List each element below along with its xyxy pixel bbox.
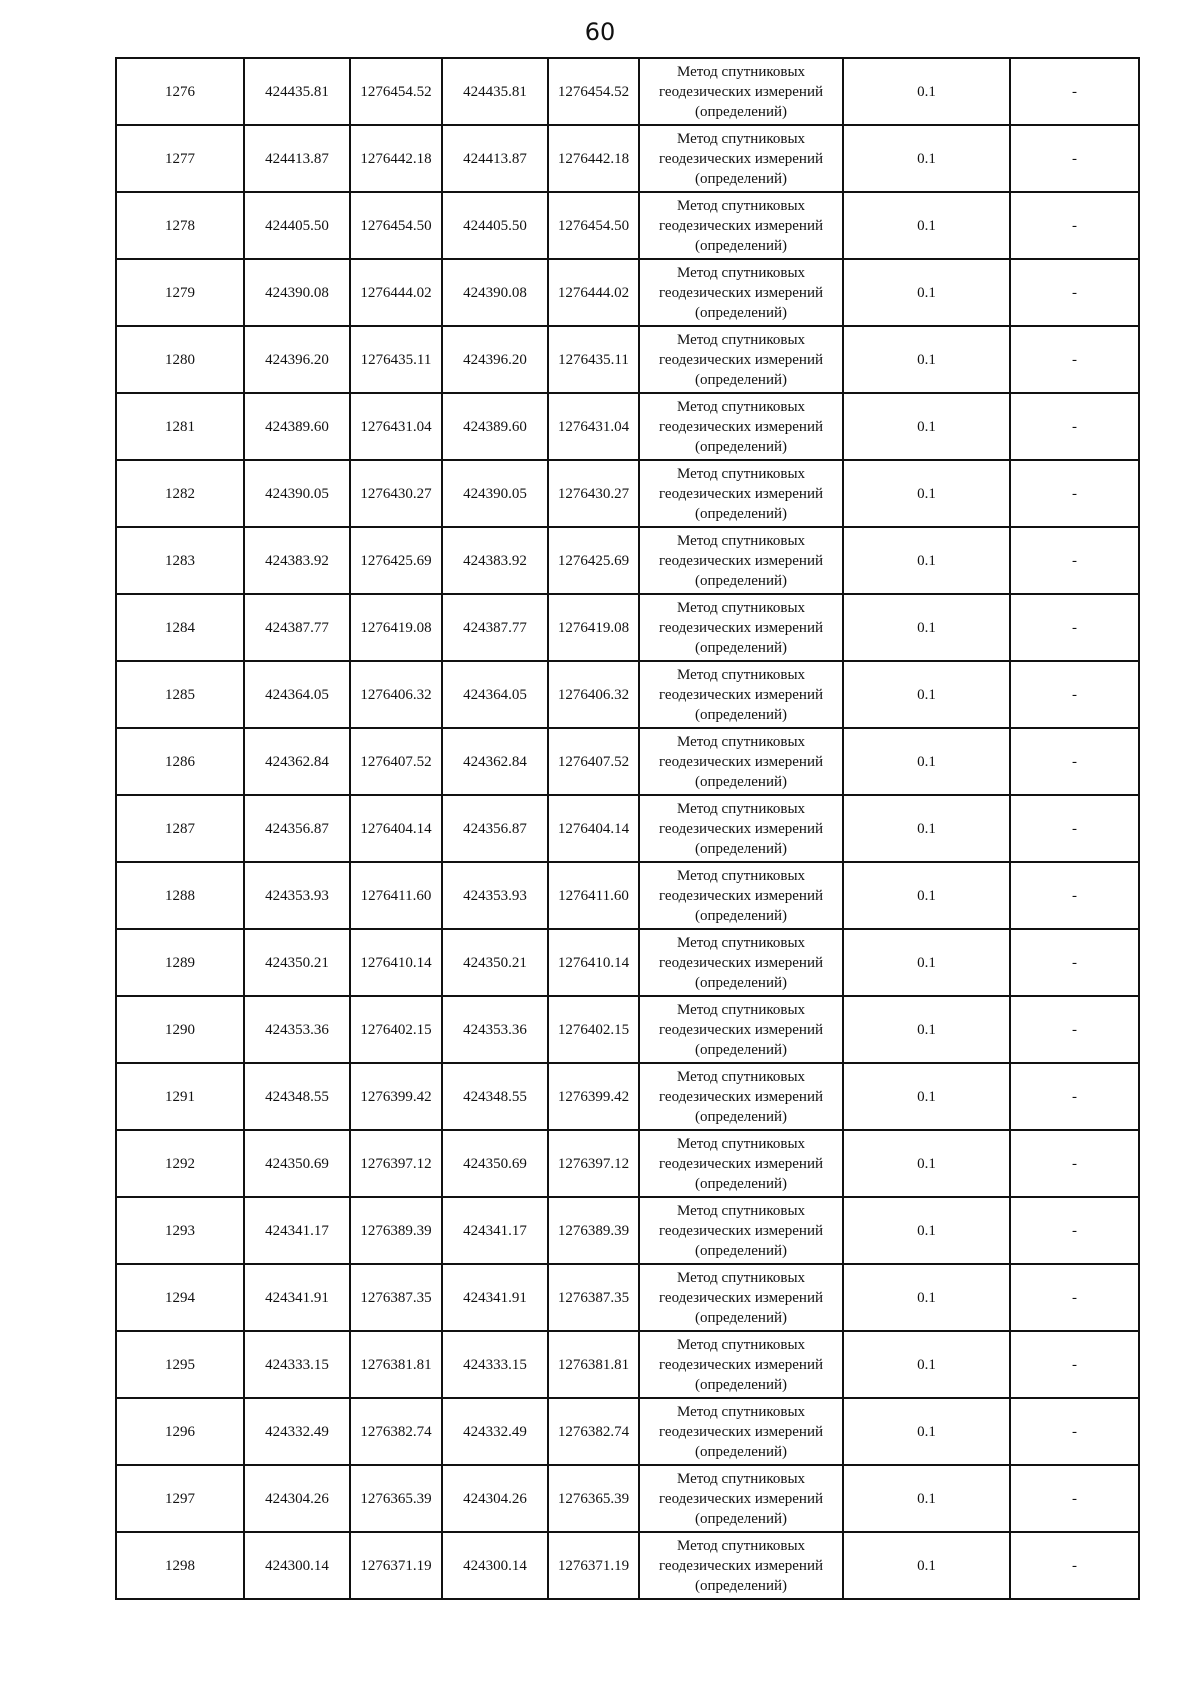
y-coordinate-refined-cell: 1276431.04: [548, 393, 639, 460]
method-line: геодезических измерений: [658, 954, 824, 971]
note-cell: -: [1010, 1331, 1139, 1398]
y-coordinate-cell: 1276402.15: [350, 996, 442, 1063]
method-cell: [639, 929, 843, 996]
y-coordinate-refined-cell: 1276425.69: [548, 527, 639, 594]
accuracy-cell: 0.1: [843, 393, 1010, 460]
y-coordinate-refined-cell: 1276410.14: [548, 929, 639, 996]
x-coordinate-refined-cell: 424389.60: [442, 393, 548, 460]
accuracy-cell: 0.1: [843, 1465, 1010, 1532]
x-coordinate-refined-cell: 424396.20: [442, 326, 548, 393]
method-line: (определений): [695, 1443, 787, 1460]
point-number-cell: 1280: [116, 326, 244, 393]
point-number-cell: 1290: [116, 996, 244, 1063]
method-cell: [639, 1130, 843, 1197]
table-body: [116, 58, 1139, 1599]
method-line: (определений): [695, 170, 787, 187]
note-cell: -: [1010, 460, 1139, 527]
accuracy-cell: 0.1: [843, 460, 1010, 527]
x-coordinate-refined-cell: 424390.08: [442, 259, 548, 326]
x-coordinate-refined-cell: 424341.91: [442, 1264, 548, 1331]
note-cell: -: [1010, 527, 1139, 594]
y-coordinate-refined-cell: 1276381.81: [548, 1331, 639, 1398]
method-cell: [639, 795, 843, 862]
table-row: [116, 1331, 1139, 1398]
method-line: (определений): [695, 103, 787, 120]
method-line: (определений): [695, 1108, 787, 1125]
point-number-cell: 1289: [116, 929, 244, 996]
y-coordinate-cell: 1276371.19: [350, 1532, 442, 1599]
point-number-cell: 1286: [116, 728, 244, 795]
point-number-cell: 1294: [116, 1264, 244, 1331]
y-coordinate-refined-cell: 1276442.18: [548, 125, 639, 192]
y-coordinate-refined-cell: 1276404.14: [548, 795, 639, 862]
accuracy-cell: 0.1: [843, 1130, 1010, 1197]
note-cell: -: [1010, 929, 1139, 996]
method-line: геодезических измерений: [658, 418, 824, 435]
method-line: (определений): [695, 840, 787, 857]
method-line: Метод спутниковых: [676, 867, 806, 884]
accuracy-cell: 0.1: [843, 58, 1010, 125]
method-line: (определений): [695, 773, 787, 790]
x-coordinate-refined-cell: 424364.05: [442, 661, 548, 728]
x-coordinate-cell: 424387.77: [244, 594, 350, 661]
y-coordinate-cell: 1276389.39: [350, 1197, 442, 1264]
point-number-cell: 1284: [116, 594, 244, 661]
y-coordinate-cell: 1276404.14: [350, 795, 442, 862]
method-line: Метод спутниковых: [676, 1470, 806, 1487]
note-cell: -: [1010, 1465, 1139, 1532]
table-row: [116, 460, 1139, 527]
method-line: геодезических измерений: [658, 619, 824, 636]
y-coordinate-cell: 1276444.02: [350, 259, 442, 326]
method-line: Метод спутниковых: [676, 331, 806, 348]
x-coordinate-cell: 424341.91: [244, 1264, 350, 1331]
y-coordinate-refined-cell: 1276389.39: [548, 1197, 639, 1264]
y-coordinate-cell: 1276407.52: [350, 728, 442, 795]
method-line: геодезических измерений: [658, 1356, 824, 1373]
x-coordinate-refined-cell: 424390.05: [442, 460, 548, 527]
method-cell: [639, 661, 843, 728]
method-line: (определений): [695, 1577, 787, 1594]
page-number: 60: [584, 18, 616, 46]
method-line: (определений): [695, 706, 787, 723]
y-coordinate-refined-cell: 1276454.50: [548, 192, 639, 259]
y-coordinate-refined-cell: 1276365.39: [548, 1465, 639, 1532]
method-line: геодезических измерений: [658, 83, 824, 100]
y-coordinate-cell: 1276411.60: [350, 862, 442, 929]
y-coordinate-cell: 1276406.32: [350, 661, 442, 728]
note-cell: -: [1010, 192, 1139, 259]
y-coordinate-refined-cell: 1276411.60: [548, 862, 639, 929]
x-coordinate-cell: 424413.87: [244, 125, 350, 192]
x-coordinate-refined-cell: 424405.50: [442, 192, 548, 259]
method-line: геодезических измерений: [658, 1423, 824, 1440]
point-number-cell: 1292: [116, 1130, 244, 1197]
method-line: Метод спутниковых: [676, 1068, 806, 1085]
x-coordinate-refined-cell: 424304.26: [442, 1465, 548, 1532]
x-coordinate-refined-cell: 424356.87: [442, 795, 548, 862]
x-coordinate-cell: 424353.93: [244, 862, 350, 929]
y-coordinate-cell: 1276399.42: [350, 1063, 442, 1130]
method-cell: [639, 1398, 843, 1465]
table-row: [116, 393, 1139, 460]
x-coordinate-cell: 424390.08: [244, 259, 350, 326]
point-number-cell: 1293: [116, 1197, 244, 1264]
method-cell: [639, 1331, 843, 1398]
y-coordinate-refined-cell: 1276430.27: [548, 460, 639, 527]
method-line: Метод спутниковых: [676, 733, 806, 750]
method-line: Метод спутниковых: [676, 130, 806, 147]
x-coordinate-cell: 424405.50: [244, 192, 350, 259]
y-coordinate-cell: 1276454.52: [350, 58, 442, 125]
point-number-cell: 1285: [116, 661, 244, 728]
table-row: [116, 192, 1139, 259]
y-coordinate-cell: 1276425.69: [350, 527, 442, 594]
method-cell: [639, 58, 843, 125]
point-number-cell: 1296: [116, 1398, 244, 1465]
x-coordinate-cell: 424341.17: [244, 1197, 350, 1264]
method-line: геодезических измерений: [658, 1222, 824, 1239]
note-cell: -: [1010, 1398, 1139, 1465]
method-line: (определений): [695, 907, 787, 924]
accuracy-cell: 0.1: [843, 1331, 1010, 1398]
method-line: геодезических измерений: [658, 820, 824, 837]
point-number-cell: 1276: [116, 58, 244, 125]
table-row: [116, 1063, 1139, 1130]
x-coordinate-cell: 424435.81: [244, 58, 350, 125]
method-line: Метод спутниковых: [676, 1135, 806, 1152]
accuracy-cell: 0.1: [843, 728, 1010, 795]
x-coordinate-cell: 424332.49: [244, 1398, 350, 1465]
method-line: Метод спутниковых: [676, 1537, 806, 1554]
y-coordinate-cell: 1276387.35: [350, 1264, 442, 1331]
y-coordinate-refined-cell: 1276407.52: [548, 728, 639, 795]
accuracy-cell: 0.1: [843, 192, 1010, 259]
method-line: геодезических измерений: [658, 1289, 824, 1306]
method-line: Метод спутниковых: [676, 599, 806, 616]
coordinates-table: [115, 57, 1140, 1600]
point-number-cell: 1291: [116, 1063, 244, 1130]
note-cell: -: [1010, 1063, 1139, 1130]
x-coordinate-refined-cell: 424362.84: [442, 728, 548, 795]
y-coordinate-cell: 1276365.39: [350, 1465, 442, 1532]
table-row: [116, 1532, 1139, 1599]
note-cell: -: [1010, 1532, 1139, 1599]
method-cell: [639, 125, 843, 192]
x-coordinate-refined-cell: 424353.36: [442, 996, 548, 1063]
y-coordinate-refined-cell: 1276387.35: [548, 1264, 639, 1331]
x-coordinate-cell: 424350.69: [244, 1130, 350, 1197]
table-row: [116, 1398, 1139, 1465]
method-line: Метод спутниковых: [676, 398, 806, 415]
x-coordinate-refined-cell: 424350.21: [442, 929, 548, 996]
x-coordinate-cell: 424300.14: [244, 1532, 350, 1599]
accuracy-cell: 0.1: [843, 527, 1010, 594]
point-number-cell: 1297: [116, 1465, 244, 1532]
y-coordinate-refined-cell: 1276454.52: [548, 58, 639, 125]
table-row: [116, 594, 1139, 661]
table-row: [116, 728, 1139, 795]
x-coordinate-refined-cell: 424332.49: [442, 1398, 548, 1465]
x-coordinate-cell: 424350.21: [244, 929, 350, 996]
x-coordinate-cell: 424383.92: [244, 527, 350, 594]
x-coordinate-cell: 424389.60: [244, 393, 350, 460]
method-line: геодезических измерений: [658, 217, 824, 234]
method-line: Метод спутниковых: [676, 532, 806, 549]
y-coordinate-cell: 1276442.18: [350, 125, 442, 192]
method-line: Метод спутниковых: [676, 1403, 806, 1420]
x-coordinate-cell: 424396.20: [244, 326, 350, 393]
method-line: геодезических измерений: [658, 150, 824, 167]
table-row: [116, 58, 1139, 125]
x-coordinate-refined-cell: 424350.69: [442, 1130, 548, 1197]
table-row: [116, 527, 1139, 594]
method-line: (определений): [695, 1309, 787, 1326]
method-line: Метод спутниковых: [676, 666, 806, 683]
note-cell: -: [1010, 58, 1139, 125]
accuracy-cell: 0.1: [843, 1398, 1010, 1465]
x-coordinate-cell: 424333.15: [244, 1331, 350, 1398]
note-cell: -: [1010, 1130, 1139, 1197]
method-line: (определений): [695, 237, 787, 254]
y-coordinate-cell: 1276382.74: [350, 1398, 442, 1465]
method-line: (определений): [695, 371, 787, 388]
method-cell: [639, 393, 843, 460]
x-coordinate-refined-cell: 424383.92: [442, 527, 548, 594]
table-row: [116, 326, 1139, 393]
point-number-cell: 1295: [116, 1331, 244, 1398]
x-coordinate-refined-cell: 424341.17: [442, 1197, 548, 1264]
x-coordinate-refined-cell: 424413.87: [442, 125, 548, 192]
x-coordinate-refined-cell: 424435.81: [442, 58, 548, 125]
accuracy-cell: 0.1: [843, 661, 1010, 728]
method-line: (определений): [695, 438, 787, 455]
method-line: геодезических измерений: [658, 1155, 824, 1172]
accuracy-cell: 0.1: [843, 1197, 1010, 1264]
accuracy-cell: 0.1: [843, 259, 1010, 326]
method-cell: [639, 862, 843, 929]
method-line: геодезических измерений: [658, 887, 824, 904]
y-coordinate-cell: 1276431.04: [350, 393, 442, 460]
point-number-cell: 1283: [116, 527, 244, 594]
accuracy-cell: 0.1: [843, 862, 1010, 929]
point-number-cell: 1298: [116, 1532, 244, 1599]
x-coordinate-refined-cell: 424348.55: [442, 1063, 548, 1130]
x-coordinate-cell: 424362.84: [244, 728, 350, 795]
y-coordinate-cell: 1276435.11: [350, 326, 442, 393]
accuracy-cell: 0.1: [843, 795, 1010, 862]
method-cell: [639, 192, 843, 259]
x-coordinate-refined-cell: 424353.93: [442, 862, 548, 929]
accuracy-cell: 0.1: [843, 996, 1010, 1063]
point-number-cell: 1278: [116, 192, 244, 259]
table-row: [116, 1264, 1139, 1331]
method-cell: [639, 1532, 843, 1599]
note-cell: -: [1010, 393, 1139, 460]
y-coordinate-cell: 1276410.14: [350, 929, 442, 996]
point-number-cell: 1281: [116, 393, 244, 460]
y-coordinate-refined-cell: 1276444.02: [548, 259, 639, 326]
method-line: Метод спутниковых: [676, 264, 806, 281]
x-coordinate-cell: 424353.36: [244, 996, 350, 1063]
note-cell: -: [1010, 661, 1139, 728]
method-line: Метод спутниковых: [676, 934, 806, 951]
x-coordinate-cell: 424356.87: [244, 795, 350, 862]
method-line: геодезических измерений: [658, 686, 824, 703]
method-cell: [639, 996, 843, 1063]
y-coordinate-cell: 1276419.08: [350, 594, 442, 661]
table-row: [116, 929, 1139, 996]
method-line: Метод спутниковых: [676, 1001, 806, 1018]
x-coordinate-cell: 424304.26: [244, 1465, 350, 1532]
y-coordinate-refined-cell: 1276419.08: [548, 594, 639, 661]
method-line: Метод спутниковых: [676, 1269, 806, 1286]
method-line: Метод спутниковых: [676, 1202, 806, 1219]
x-coordinate-refined-cell: 424333.15: [442, 1331, 548, 1398]
point-number-cell: 1288: [116, 862, 244, 929]
method-line: (определений): [695, 1041, 787, 1058]
method-cell: [639, 527, 843, 594]
method-cell: [639, 728, 843, 795]
y-coordinate-refined-cell: 1276402.15: [548, 996, 639, 1063]
method-line: геодезических измерений: [658, 351, 824, 368]
method-line: геодезических измерений: [658, 552, 824, 569]
method-line: Метод спутниковых: [676, 197, 806, 214]
point-number-cell: 1279: [116, 259, 244, 326]
table-row: [116, 996, 1139, 1063]
accuracy-cell: 0.1: [843, 1063, 1010, 1130]
method-line: Метод спутниковых: [676, 800, 806, 817]
accuracy-cell: 0.1: [843, 1532, 1010, 1599]
method-line: Метод спутниковых: [676, 465, 806, 482]
y-coordinate-cell: 1276454.50: [350, 192, 442, 259]
note-cell: -: [1010, 728, 1139, 795]
y-coordinate-refined-cell: 1276399.42: [548, 1063, 639, 1130]
method-line: (определений): [695, 974, 787, 991]
method-line: геодезических измерений: [658, 1490, 824, 1507]
y-coordinate-refined-cell: 1276371.19: [548, 1532, 639, 1599]
table-row: [116, 862, 1139, 929]
method-line: (определений): [695, 639, 787, 656]
accuracy-cell: 0.1: [843, 1264, 1010, 1331]
method-line: геодезических измерений: [658, 753, 824, 770]
y-coordinate-refined-cell: 1276382.74: [548, 1398, 639, 1465]
x-coordinate-cell: 424390.05: [244, 460, 350, 527]
accuracy-cell: 0.1: [843, 326, 1010, 393]
x-coordinate-refined-cell: 424300.14: [442, 1532, 548, 1599]
note-cell: -: [1010, 795, 1139, 862]
x-coordinate-refined-cell: 424387.77: [442, 594, 548, 661]
method-line: Метод спутниковых: [676, 1336, 806, 1353]
table-row: [116, 1130, 1139, 1197]
accuracy-cell: 0.1: [843, 929, 1010, 996]
note-cell: -: [1010, 125, 1139, 192]
method-line: геодезических измерений: [658, 1021, 824, 1038]
note-cell: -: [1010, 862, 1139, 929]
table-row: [116, 125, 1139, 192]
table-row: [116, 259, 1139, 326]
method-line: (определений): [695, 304, 787, 321]
y-coordinate-refined-cell: 1276397.12: [548, 1130, 639, 1197]
method-cell: [639, 326, 843, 393]
method-line: (определений): [695, 505, 787, 522]
method-line: (определений): [695, 1376, 787, 1393]
method-line: (определений): [695, 572, 787, 589]
method-cell: [639, 594, 843, 661]
table-row: [116, 1197, 1139, 1264]
method-cell: [639, 1197, 843, 1264]
note-cell: -: [1010, 996, 1139, 1063]
y-coordinate-cell: 1276381.81: [350, 1331, 442, 1398]
point-number-cell: 1287: [116, 795, 244, 862]
table-row: [116, 661, 1139, 728]
method-line: геодезических измерений: [658, 284, 824, 301]
note-cell: -: [1010, 1197, 1139, 1264]
method-cell: [639, 1063, 843, 1130]
note-cell: -: [1010, 594, 1139, 661]
note-cell: -: [1010, 1264, 1139, 1331]
point-number-cell: 1282: [116, 460, 244, 527]
table-row: [116, 1465, 1139, 1532]
method-line: (определений): [695, 1175, 787, 1192]
table-row: [116, 795, 1139, 862]
method-line: Метод спутниковых: [676, 63, 806, 80]
accuracy-cell: 0.1: [843, 594, 1010, 661]
method-cell: [639, 1465, 843, 1532]
y-coordinate-refined-cell: 1276406.32: [548, 661, 639, 728]
note-cell: -: [1010, 326, 1139, 393]
method-cell: [639, 1264, 843, 1331]
method-line: (определений): [695, 1242, 787, 1259]
method-cell: [639, 259, 843, 326]
y-coordinate-cell: 1276430.27: [350, 460, 442, 527]
method-line: (определений): [695, 1510, 787, 1527]
x-coordinate-cell: 424364.05: [244, 661, 350, 728]
method-cell: [639, 460, 843, 527]
y-coordinate-cell: 1276397.12: [350, 1130, 442, 1197]
y-coordinate-refined-cell: 1276435.11: [548, 326, 639, 393]
method-line: геодезических измерений: [658, 1088, 824, 1105]
point-number-cell: 1277: [116, 125, 244, 192]
method-line: геодезических измерений: [658, 485, 824, 502]
accuracy-cell: 0.1: [843, 125, 1010, 192]
note-cell: -: [1010, 259, 1139, 326]
x-coordinate-cell: 424348.55: [244, 1063, 350, 1130]
method-line: геодезических измерений: [658, 1557, 824, 1574]
